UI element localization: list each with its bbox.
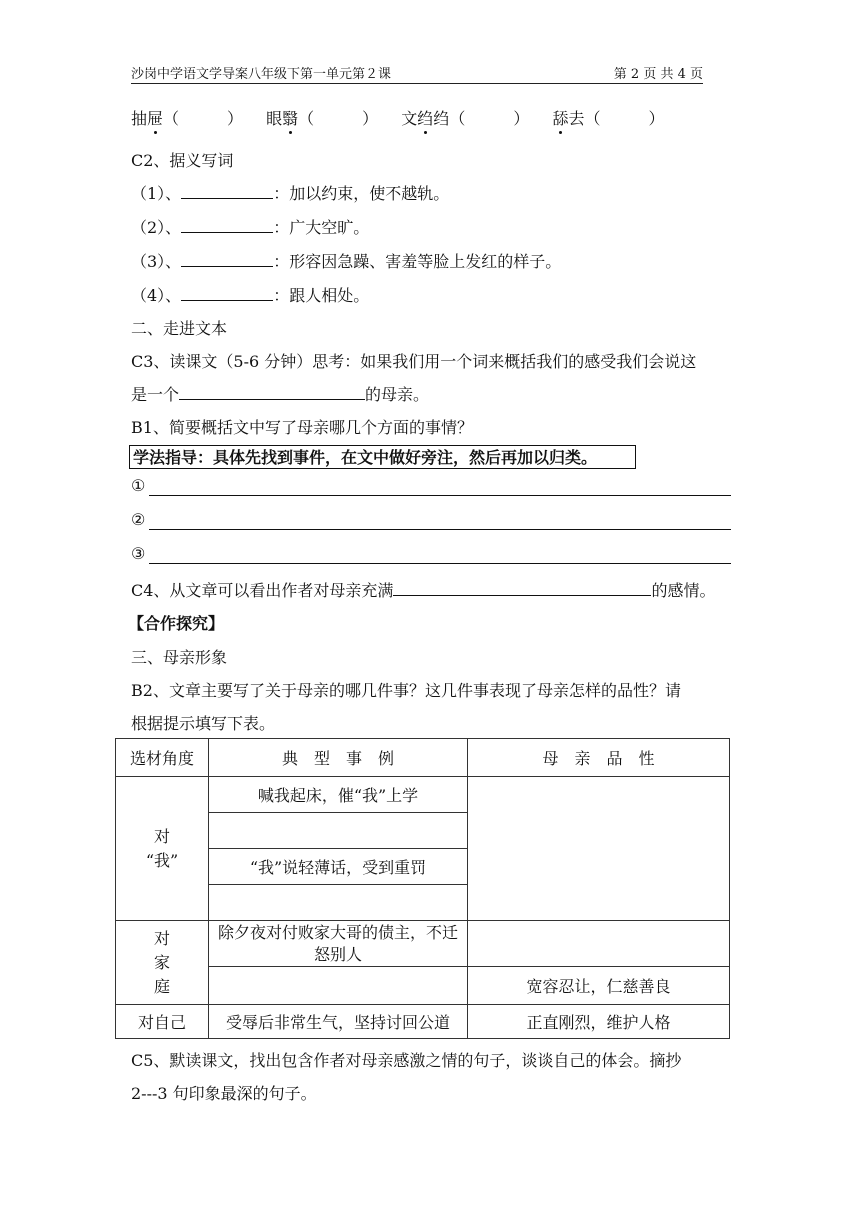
table-cell: 宽容忍让，仁慈善良 — [468, 967, 730, 1005]
answer-line[interactable]: ② — [131, 510, 731, 532]
answer-blank[interactable] — [179, 385, 365, 400]
pinyin-item-1: 抽屉（ ） — [131, 109, 248, 128]
table-header: 选材角度 — [116, 739, 209, 777]
section-2-title: 二、走进文本 — [131, 319, 228, 338]
table-cell: 除夕夜对付败家大哥的债主，不迁怒别人 — [209, 921, 468, 967]
group-self: 对自己 — [116, 1005, 209, 1039]
table-cell: 喊我起床，催“我”上学 — [209, 777, 468, 813]
c5-line-2: 2---3 句印象最深的句子。 — [131, 1084, 317, 1103]
table-cell-blank[interactable] — [209, 813, 468, 849]
answer-line[interactable]: ① — [131, 476, 731, 498]
c5-line-1: C5、默读课文，找出包含作者对母亲感激之情的句子，谈谈自己的体会。摘抄 — [131, 1051, 682, 1070]
mother-traits-table — [115, 738, 730, 1039]
b2-line-2: 根据提示填写下表。 — [131, 714, 276, 733]
c2-item-2: （2）、 ：广大空旷。 — [131, 218, 370, 237]
table-header: 典 型 事 例 — [209, 739, 468, 777]
table-cell: 受辱后非常生气，坚持讨回公道 — [209, 1005, 468, 1039]
answer-line[interactable]: ③ — [131, 544, 731, 566]
page-number: 第 2 页 共 4 页 — [613, 67, 703, 82]
table-cell-blank[interactable] — [209, 967, 468, 1005]
pinyin-item-2: 眼翳（ ） — [266, 109, 383, 128]
table-cell: “我”说轻薄话，受到重罚 — [209, 849, 468, 885]
c4-line: C4、从文章可以看出作者对母亲充满 的感情。 — [131, 581, 716, 600]
table-cell-blank[interactable] — [209, 885, 468, 921]
cooperation-title: 【合作探究】 — [128, 614, 225, 633]
b2-line-1: B2、文章主要写了关于母亲的哪几件事？这几件事表现了母亲怎样的品性？请 — [131, 681, 681, 700]
answer-blank[interactable] — [181, 286, 273, 301]
c2-item-1: （1）、 ：加以约束，使不越轨。 — [131, 184, 450, 203]
group-me: 对 “我” — [116, 777, 209, 921]
c2-item-4: （4）、 ：跟人相处。 — [131, 286, 370, 305]
table-cell-blank[interactable] — [468, 777, 730, 921]
pinyin-blank[interactable]: （ ） — [163, 109, 244, 128]
section-3-title: 三、母亲形象 — [131, 648, 228, 667]
table-cell: 正直刚烈，维护人格 — [468, 1005, 730, 1039]
method-hint-box: 学法指导：具体先找到事件，在文中做好旁注，然后再加以归类。 — [129, 445, 636, 469]
c3-line-2: 是一个 的母亲。 — [131, 385, 430, 404]
pinyin-item-4: 舔去（ ） — [552, 109, 664, 128]
c2-title: C2、据义写词 — [131, 151, 234, 170]
group-family: 对 家 庭 — [116, 921, 209, 1005]
pinyin-blank[interactable]: （ ） — [298, 109, 379, 128]
header-title: 沙岗中学语文学导案八年级下第一单元第２课 — [131, 67, 392, 82]
answer-blank[interactable] — [181, 184, 273, 199]
table-header: 母 亲 品 性 — [468, 739, 730, 777]
b1-question: B1、简要概括文中写了母亲哪几个方面的事情？ — [131, 418, 473, 437]
pinyin-item-3: 文绉绉（ ） — [401, 109, 534, 128]
c3-line-1: C3、读课文（5-6 分钟）思考：如果我们用一个词来概括我们的感受我们会说这 — [131, 352, 697, 371]
answer-blank[interactable] — [393, 581, 651, 596]
page-header — [131, 63, 703, 84]
answer-blank[interactable] — [181, 218, 273, 233]
pinyin-blank[interactable]: （ ） — [584, 109, 665, 128]
answer-blank[interactable] — [181, 252, 273, 267]
pinyin-row — [131, 106, 664, 129]
c2-item-3: （3）、 ：形容因急躁、害羞等脸上发红的样子。 — [131, 252, 562, 271]
table-cell-blank[interactable] — [468, 921, 730, 967]
pinyin-blank[interactable]: （ ） — [449, 109, 530, 128]
